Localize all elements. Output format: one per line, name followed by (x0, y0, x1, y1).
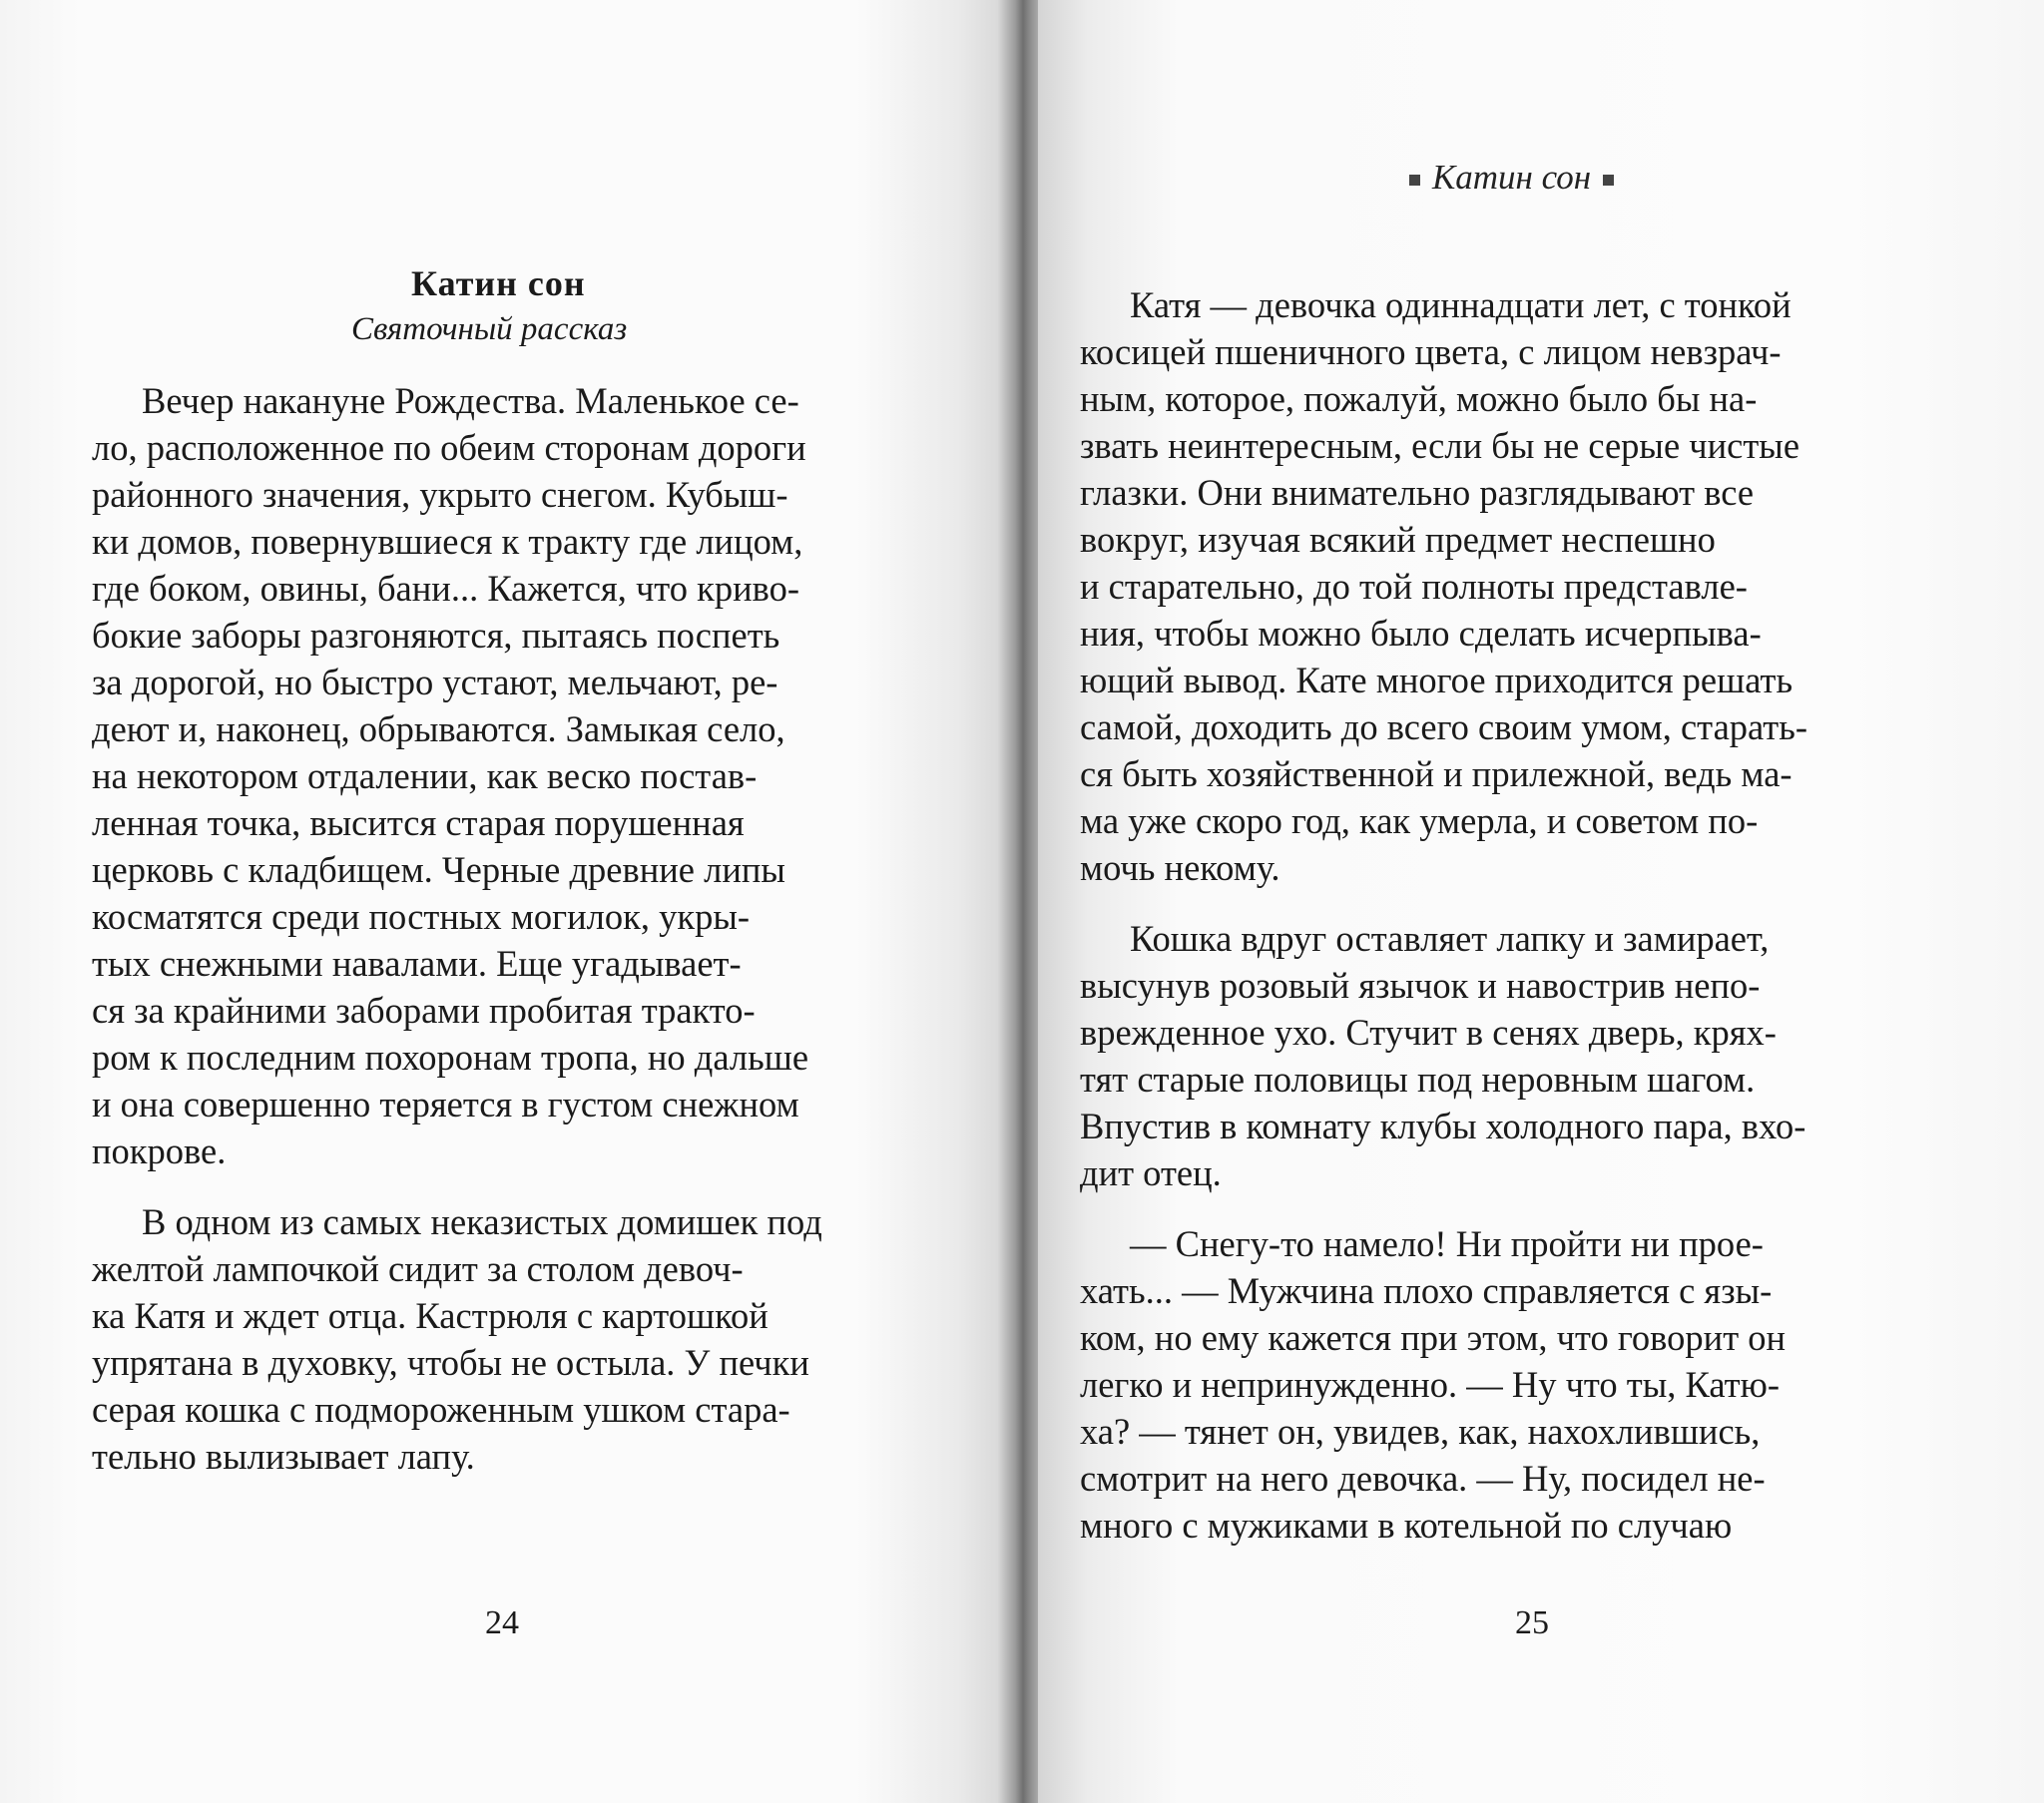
right-page (1038, 0, 2044, 1803)
text-line: легко и непринужденно. — Ну что ты, Катю- (1080, 1364, 1780, 1405)
text-line: Кошка вдруг оставляет лапку и замирает, (1130, 918, 1770, 959)
text-line: косицей пшеничного цвета, с лицом невзрач- (1080, 331, 1782, 372)
text-line: ющий вывод. Кате многое приходится решать (1080, 660, 1793, 700)
text-line: районного значения, укрыто снегом. Кубыш- (92, 474, 788, 515)
text-line: смотрит на него девочка. — Ну, посидел не- (1080, 1458, 1766, 1499)
text-line: Катя — девочка одиннадцати лет, с тонкой (1130, 284, 1791, 325)
text-line: глазки. Они внимательно разглядывают все (1080, 472, 1755, 513)
text-line: упрятана в духовку, чтобы не остыла. У печки (92, 1342, 809, 1383)
text-line: покрове. (92, 1130, 227, 1171)
text-line: дит отец. (1080, 1152, 1222, 1193)
text-line: деют и, наконец, обрываются. Замыкая село, (92, 708, 785, 749)
text-line: — Снегу-то намело! Ни пройти ни прое- (1130, 1223, 1764, 1264)
text-line: церковь с кладбищем. Черные древние липы (92, 849, 785, 890)
text-line: желтой лампочкой сидит за столом девоч- (92, 1248, 744, 1289)
text-line: врежденное ухо. Стучит в сенях дверь, крях- (1080, 1012, 1777, 1053)
square-ornament-icon (1603, 175, 1614, 186)
text-line: много с мужиками в котельной по случаю (1080, 1505, 1733, 1546)
text-line: на некотором отдалении, как веско постав- (92, 755, 758, 796)
text-line: Впустив в комнату клубы холодного пара, вхо- (1080, 1106, 1806, 1146)
left-page-body (92, 377, 822, 1480)
text-line: и она совершенно теряется в густом снежном (92, 1084, 799, 1125)
text-line: вокруг, изучая всякий предмет неспешно (1080, 519, 1716, 560)
text-line: ма уже скоро год, как умерла, и советом по- (1080, 800, 1759, 841)
text-line: звать неинтересным, если бы не серые чистые (1080, 425, 1800, 466)
page-number-left: 24 (485, 1604, 519, 1641)
story-title: Катин сон (411, 263, 586, 303)
text-line: ния, чтобы можно было сделать исчерпыва- (1080, 613, 1762, 654)
story-subtitle: Святочный рассказ (351, 311, 628, 347)
page-number-right: 25 (1515, 1604, 1549, 1641)
text-line: тельно вылизывает лапу. (92, 1436, 475, 1477)
text-line: высунув розовый язычок и навострив непо- (1080, 965, 1761, 1006)
text-line: ным, которое, пожалуй, можно было бы на- (1080, 378, 1758, 419)
square-ornament-icon (1409, 175, 1420, 186)
text-line: ка Катя и ждет отца. Кастрюля с картошкой (92, 1295, 768, 1336)
text-line: ха? — тянет он, увидев, как, нахохлившись, (1080, 1411, 1761, 1452)
text-line: В одном из самых неказистых домишек под (142, 1201, 822, 1242)
text-line: самой, доходить до всего своим умом, старать- (1080, 706, 1808, 747)
text-line: где боком, овины, бани... Кажется, что криво- (92, 568, 800, 609)
text-line: косматятся среди постных могилок, укры- (92, 896, 750, 937)
text-line: и старательно, до той полноты представле- (1080, 566, 1748, 607)
text-line: мочь некому. (1080, 847, 1280, 888)
paragraph-spacer (1080, 891, 1807, 915)
text-line: ленная точка, высится старая порушенная (92, 802, 745, 843)
text-line: за дорогой, но быстро устают, мельчают, ре- (92, 662, 778, 702)
text-line: ки домов, повернувшиеся к тракту где лицом, (92, 521, 803, 562)
paragraph-spacer (1080, 1196, 1807, 1220)
text-line: ком, но ему кажется при этом, что говорит он (1080, 1317, 1787, 1358)
right-page-body (1080, 281, 1807, 1549)
text-line: тых снежными навалами. Еще угадывает- (92, 943, 742, 984)
text-line: серая кошка с подмороженным ушком стара- (92, 1389, 790, 1430)
text-line: ло, расположенное по обеим сторонам дороги (92, 427, 806, 468)
text-line: бокие заборы разгоняются, пытаясь поспеть (92, 615, 780, 656)
text-line: ся за крайними заборами пробитая тракто- (92, 990, 756, 1031)
text-line: хать... — Мужчина плохо справляется с язы- (1080, 1270, 1773, 1311)
text-line: ся быть хозяйственной и прилежной, ведь ма- (1080, 753, 1792, 794)
left-page (0, 0, 1008, 1803)
running-head (1397, 158, 1626, 198)
text-line: тят старые половицы под неровным шагом. (1080, 1059, 1756, 1100)
paragraph-spacer (92, 1174, 822, 1198)
text-line: Вечер накануне Рождества. Маленькое се- (142, 380, 799, 421)
running-head-text: Катин сон (1432, 158, 1592, 197)
text-line: ром к последним похоронам тропа, но дальше (92, 1037, 809, 1078)
